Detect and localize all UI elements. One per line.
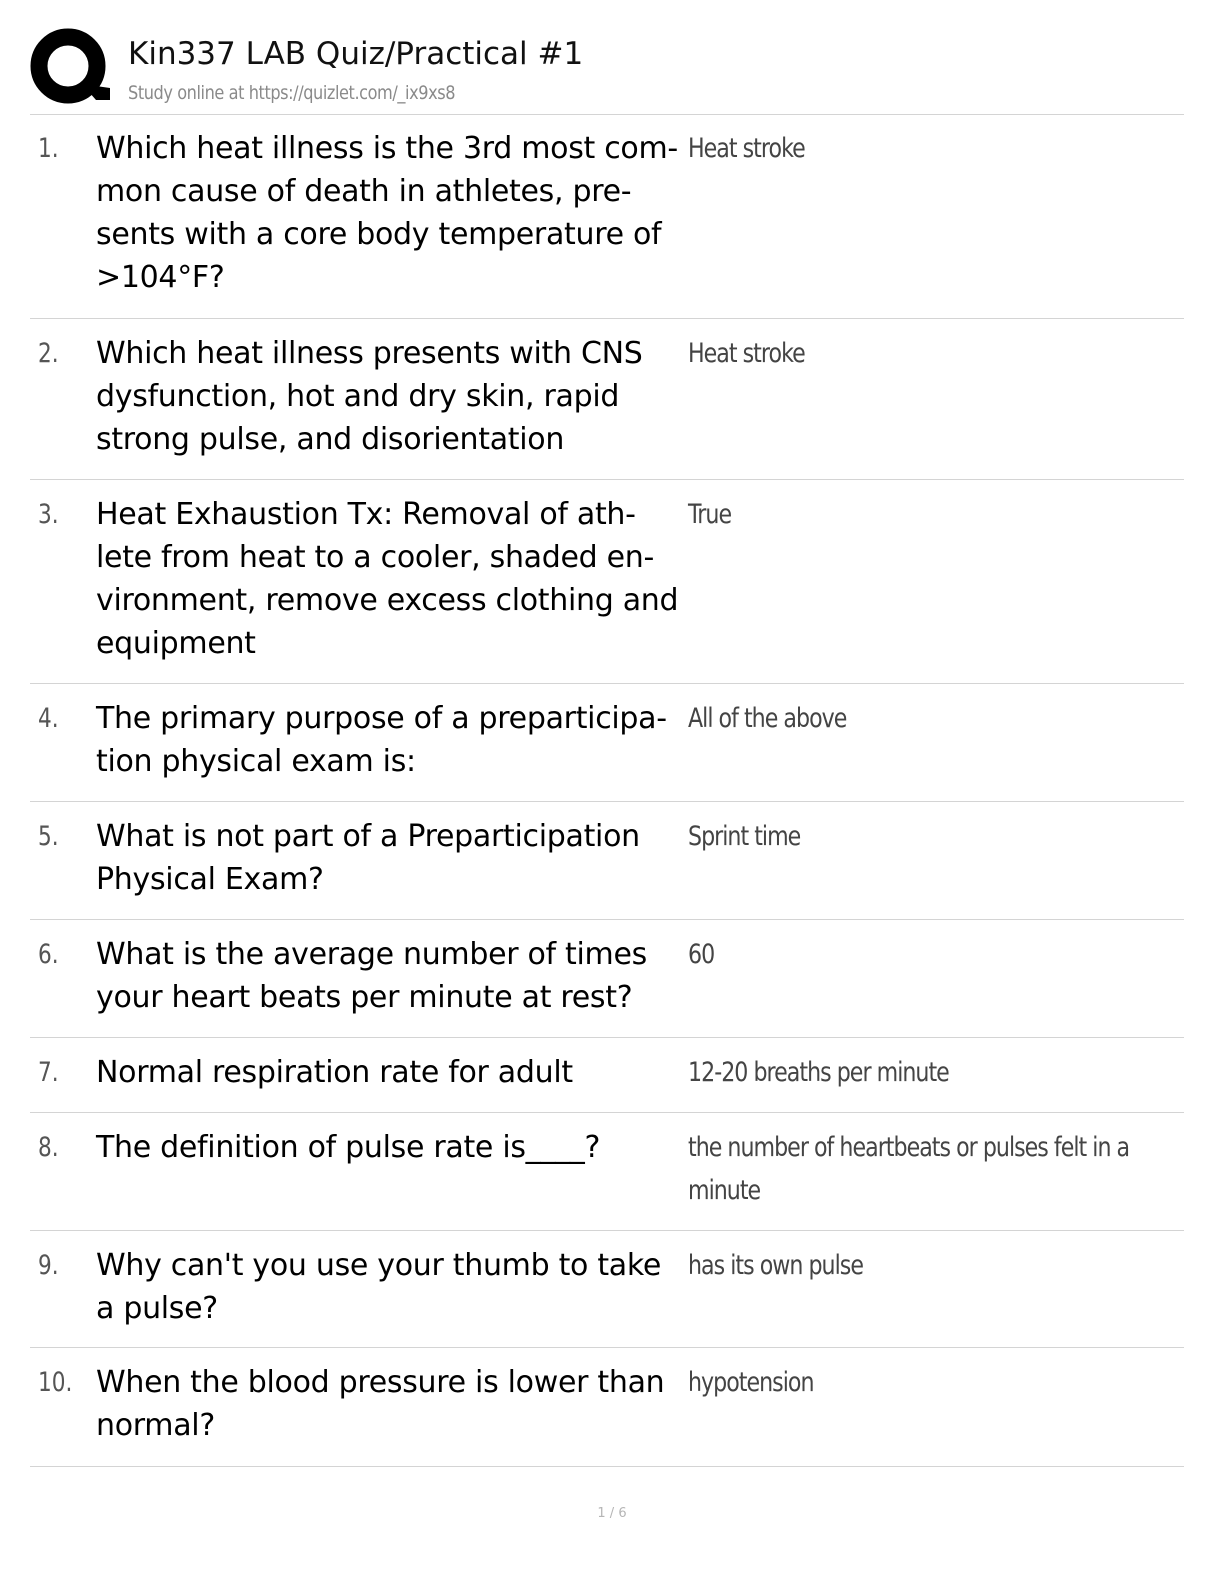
card-question: Which heat illness is the 3rd most com- mon cause of death in athletes, pre- sents with a core body temperature of >104°F?: [96, 131, 678, 295]
card-number: 2.: [38, 338, 59, 369]
document-header: [30, 28, 1184, 115]
flashcard-row: [30, 115, 1184, 319]
card-answer: the number of heartbeats or pulses felt in a minute: [688, 1132, 1130, 1206]
card-answer: 12-20 breaths per minute: [688, 1057, 949, 1088]
flashcard-row: [30, 684, 1184, 802]
card-number: 7.: [38, 1057, 59, 1088]
card-answer: has its own pulse: [688, 1250, 863, 1281]
page-title: Kin337 LAB Quiz/Practical #1: [128, 36, 584, 72]
flashcard-row: [30, 1348, 1184, 1467]
card-answer: 60: [688, 939, 715, 970]
quizlet-logo-icon: [30, 28, 110, 108]
card-question: The definition of pulse rate is____?: [96, 1130, 601, 1165]
card-number: 10.: [38, 1367, 73, 1398]
card-number: 9.: [38, 1250, 59, 1281]
flashcard-row: [30, 319, 1184, 480]
card-answer: True: [688, 499, 732, 530]
card-number: 8.: [38, 1132, 59, 1163]
card-answer: Sprint time: [688, 821, 801, 852]
card-question: The primary purpose of a preparticipa- tion physical exam is:: [96, 701, 667, 779]
card-answer: hypotension: [688, 1367, 814, 1398]
flashcard-row: [30, 1113, 1184, 1231]
card-question: Why can't you use your thumb to take a pulse?: [96, 1248, 662, 1326]
flashcard-row: [30, 1231, 1184, 1348]
page-number: 1 / 6: [597, 1506, 627, 1521]
study-online-link[interactable]: Study online at https://quizlet.com/_ix9xs8: [128, 82, 456, 104]
flashcard-list: [30, 115, 1184, 1467]
card-question: When the blood pressure is lower than normal?: [96, 1365, 665, 1443]
card-answer: Heat stroke: [688, 338, 805, 369]
card-answer: Heat stroke: [688, 133, 805, 164]
card-answer: All of the above: [688, 703, 847, 734]
card-number: 3.: [38, 499, 59, 530]
card-number: 1.: [38, 133, 59, 164]
card-question: What is not part of a Preparticipation Physical Exam?: [96, 819, 640, 897]
card-question: Heat Exhaustion Tx: Removal of ath- lete from heat to a cooler, shaded en- vironment, remove excess clothing and equipment: [96, 497, 679, 661]
card-question: Normal respiration rate for adult: [96, 1055, 573, 1090]
card-number: 6.: [38, 939, 59, 970]
flashcard-row: [30, 1038, 1184, 1113]
card-number: 5.: [38, 821, 59, 852]
card-number: 4.: [38, 703, 59, 734]
flashcard-row: [30, 920, 1184, 1038]
flashcard-row: [30, 480, 1184, 684]
card-question: What is the average number of times your heart beats per minute at rest?: [96, 937, 647, 1015]
card-question: Which heat illness presents with CNS dysfunction, hot and dry skin, rapid strong pulse, and disorientation: [96, 336, 643, 457]
flashcard-row: [30, 802, 1184, 920]
